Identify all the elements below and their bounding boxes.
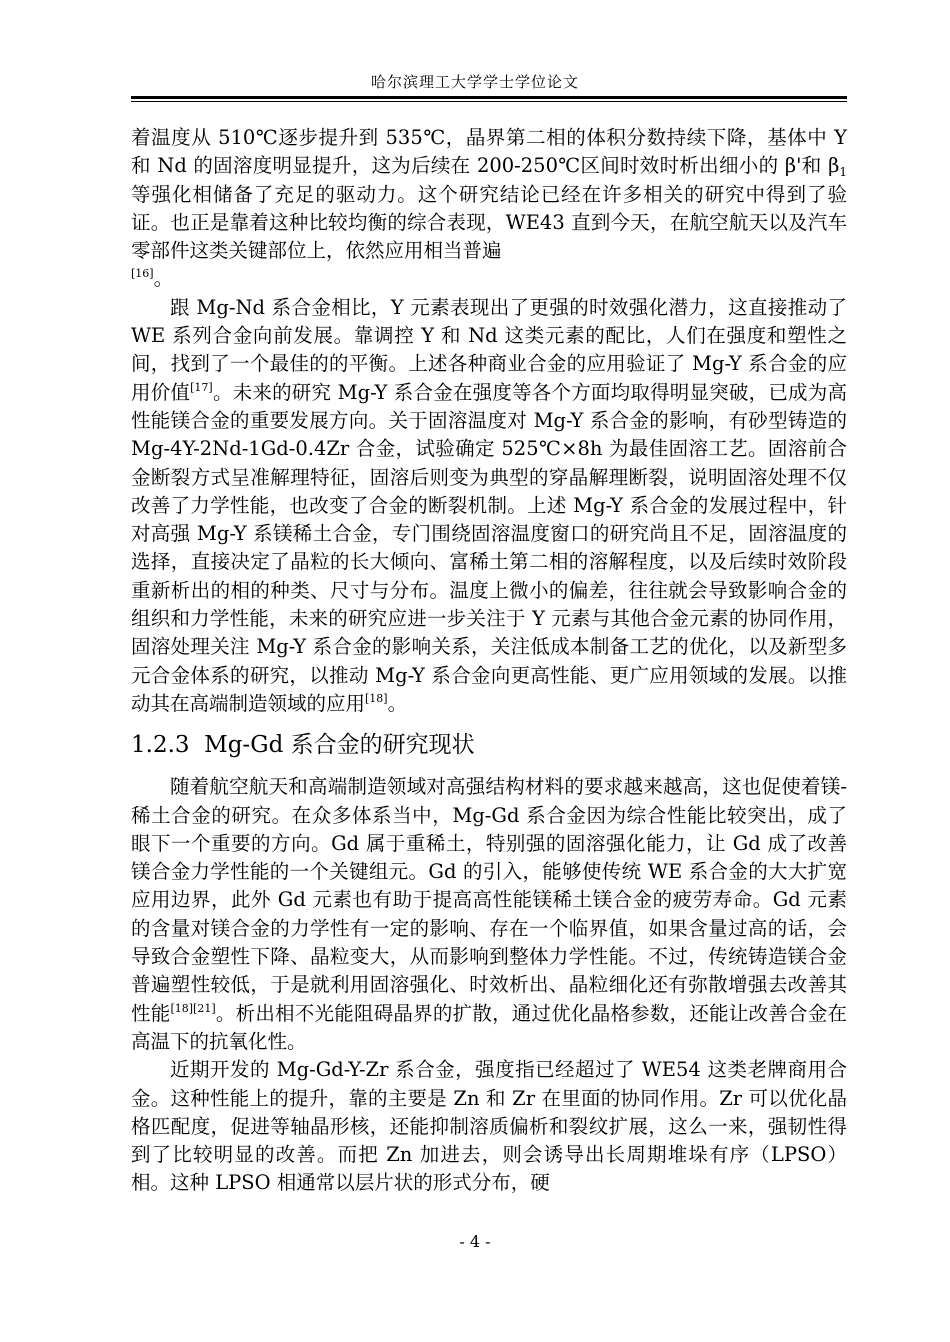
body-text — [131, 124, 847, 1198]
paragraph-text: 。 — [387, 691, 408, 715]
paragraph-text: 着温度从 510℃逐步提升到 535℃，晶界第二相的体积分数持续下降，基体中 Y 和 Nd 的固溶度明显提升，这为后续在 200-250℃区间时效时析出细小的 β'和 β — [131, 126, 847, 178]
paragraph-text: 。未来的研究 Mg-Y 系合金在强度等各个方面均取得明显突破，已成为高性能镁合金的重要发展方向。关于固溶温度对 Mg-Y 系合金的影响，有砂型铸造的 Mg-4Y-2Nd-1Gd-0.4Zr 合金，试验确定 525℃×8h 为最佳固溶工艺。固溶前合金断裂方式呈准解理特征，固溶后则变为典型的穿晶解理断裂，说明固溶处理不仅改善了力学性能，也改变了合金的断裂机制。上述 Mg-Y 系合金的发展过程中，针对高强 Mg-Y 系镁稀土合金，专门围绕固溶温度窗口的研究尚且不足，固溶温度的选择，直接决定了晶粒的长大倾向、富稀土第二相的溶解程度，以及后续时效阶段重新析出的相的种类、尺寸与分布。温度上微小的偏差，往往就会导致影响合金的组织和力学性能，未来的研究应进一步关注于 Y 元素与其他合金元素的协同作用，固溶处理关注 Mg-Y 系合金的影响关系，关注低成本制备工艺的优化，以及新型多元合金体系的研究，以推动 Mg-Y 系合金向更高性能、更广应用领域的发展。以推动其在高端制造领域的应用 — [131, 380, 847, 715]
header-rule-thick — [131, 96, 847, 99]
citation-ref: [17] — [190, 380, 213, 394]
paragraph-mg-gd-alloys — [131, 773, 847, 1056]
paragraph-text: 。 — [153, 267, 174, 291]
section-number: 1.2.3 — [131, 732, 190, 759]
paragraph-text: 近期开发的 Mg-Gd-Y-Zr 系合金，强度指已经超过了 WE54 这类老牌商用合金。这种性能上的提升，靠的主要是 Zn 和 Zr 在里面的协同作用。Zr 可以优化晶格匹配度，促进等轴晶形核，还能抑制溶质偏析和裂纹扩展，这么一来，强韧性得到了比较明显的改善。而把 Zn 加进去，则会诱导出长周期堆垛有序（LPSO）相。这种 LPSO 相通常以层片状的形式分布，硬 — [131, 1058, 847, 1195]
running-header-title: 哈尔滨理工大学学士学位论文 — [370, 73, 579, 91]
paragraph-text: 等强化相储备了充足的驱动力。这个研究结论已经在许多相关的研究中得到了验证。也正是靠着这种比较均衡的综合表现，WE43 直到今天，在航空航天以及汽车零部件这类关键部位上，依然应用相当普遍 — [131, 182, 847, 263]
beta1-subscript: 1 — [839, 165, 847, 180]
paragraph-mg-y-alloys — [131, 294, 847, 718]
paragraph-text: 跟 Mg-Nd 系合金相比，Y 元素表现出了更强的时效强化潜力，这直接推动了 WE 系列合金向前发展。靠调控 Y 和 Nd 这类元素的配比，人们在强度和塑性之间，找到了一个最佳的的平衡。上述各种商业合金的应用验证了 Mg-Y 系合金的应用价值 — [131, 295, 847, 404]
paragraph-we43-solution-temperature — [131, 124, 847, 294]
section-heading — [131, 728, 847, 762]
section-title: Mg-Gd 系合金的研究现状 — [204, 732, 475, 759]
paragraph-text: 随着航空航天和高端制造领域对高强结构材料的要求越来越高，这也促使着镁-稀土合金的研究。在众多体系当中，Mg-Gd 系合金因为综合性能比较突出，成了眼下一个重要的方向。Gd 属于重稀土，特别强的固溶强化能力，让 Gd 成了改善镁合金力学性能的一个关键组元。Gd 的引入，能够使传统 WE 系合金的大大扩宽应用边界，此外 Gd 元素也有助于提高高性能镁稀土镁合金的疲劳寿命。Gd 元素的含量对镁合金的力学性有一定的影响、存在一个临界值，如果含量过高的话，会导致合金塑性下降、晶粒变大，从而影响到整体力学性能。不过，传统铸造镁合金普遍塑性较低，于是就利用固溶强化、时效析出、晶粒细化还有弥散增强去改善其性能 — [131, 775, 847, 1025]
paragraph-text: 。析出相不光能阻碍晶界的扩散，通过优化晶格参数，还能让改善合金在高温下的抗氧化性。 — [131, 1001, 847, 1053]
header-rule-thin — [131, 101, 847, 102]
paragraph-mg-gd-y-zr — [131, 1056, 847, 1197]
citation-ref: [18][21] — [170, 1001, 216, 1015]
citation-ref: [18] — [365, 691, 388, 705]
citation-ref: [16] — [131, 267, 154, 281]
page-number: - 4 - — [459, 1232, 491, 1251]
